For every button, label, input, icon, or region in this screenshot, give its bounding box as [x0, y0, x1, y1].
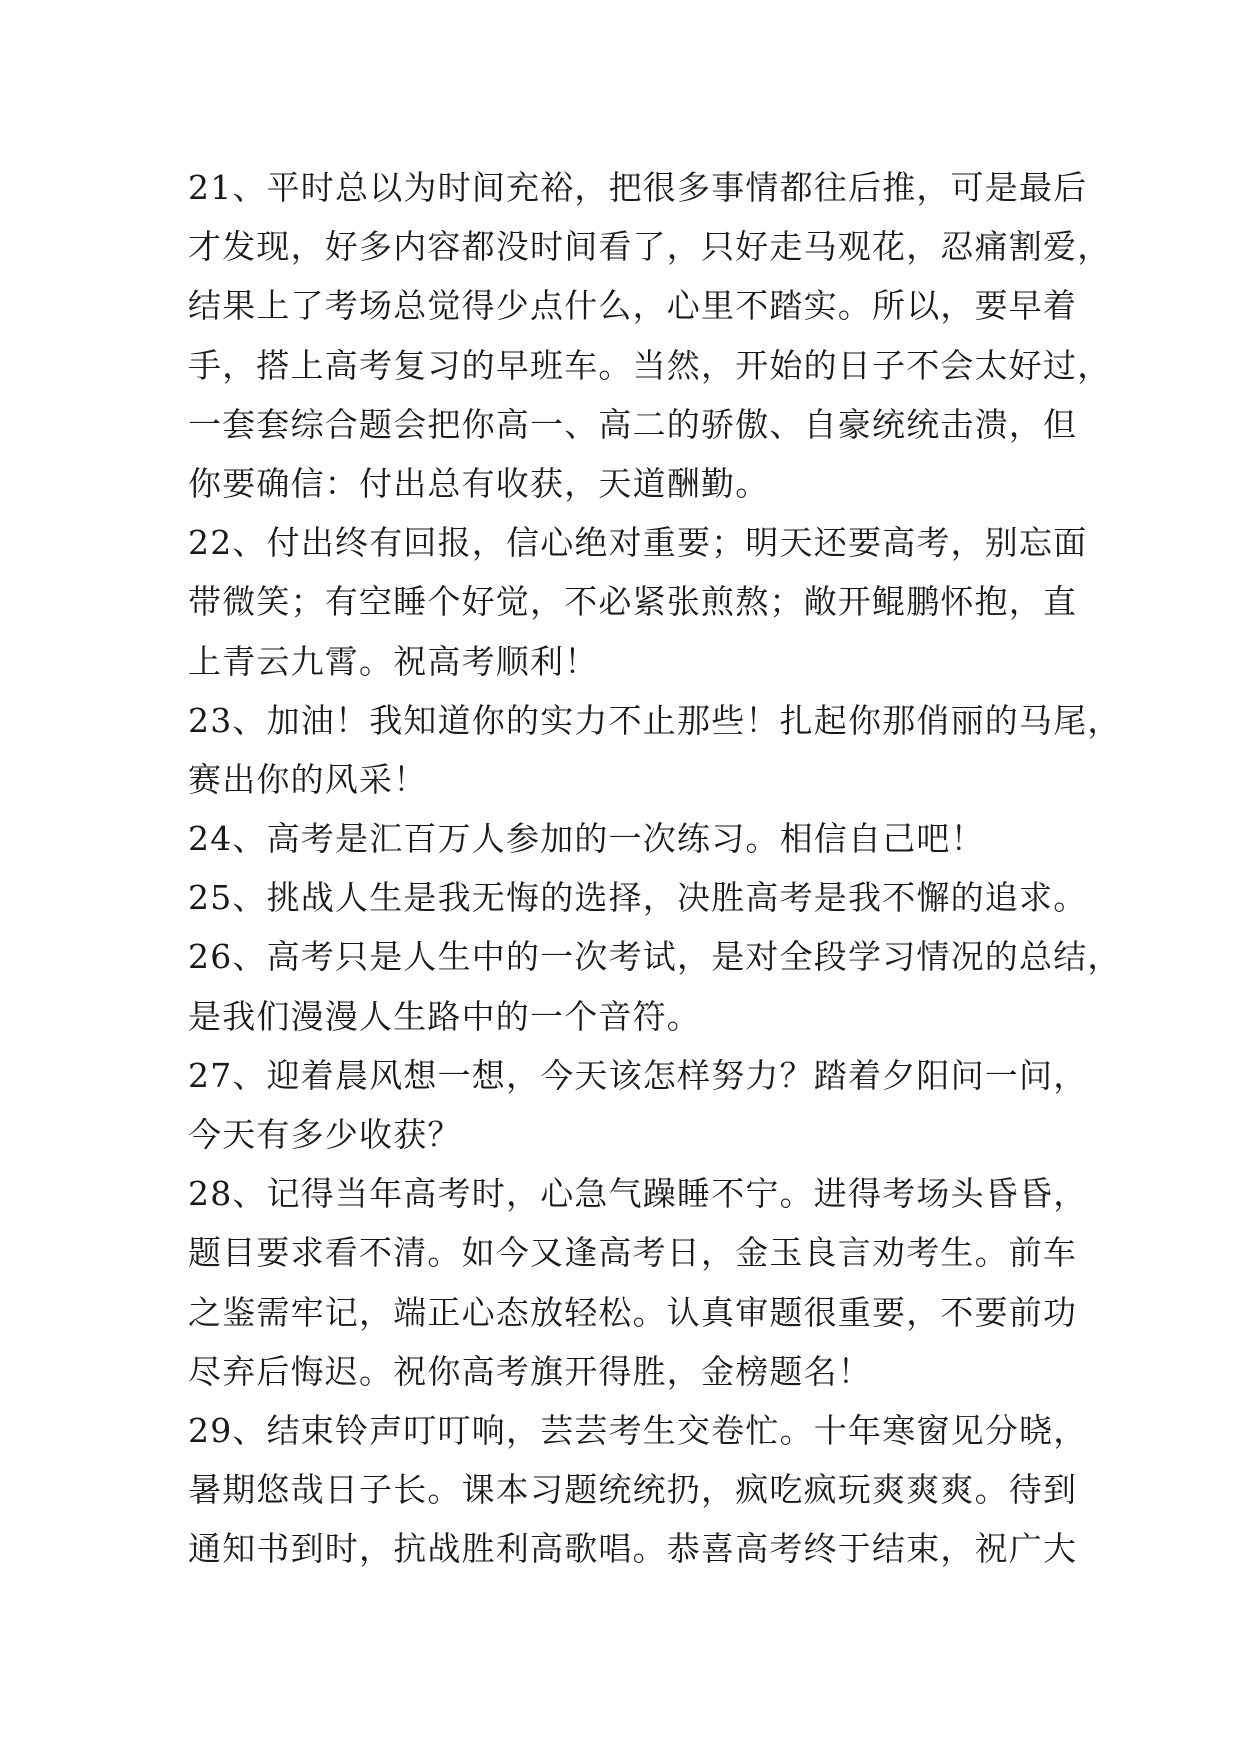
document-body: [188, 158, 1122, 1579]
text-line: 之鉴需牢记，端正心态放轻松。认真审题很重要，不要前功: [188, 1292, 1078, 1332]
text-line: 今天有多少收获？: [188, 1115, 462, 1154]
text-line: 带微笑；有空睡个好觉，不必紧张煎熬；敞开鲲鹏怀抱，直: [188, 582, 1078, 622]
text-line: 22、付出终有回报，信心绝对重要；明天还要高考，别忘面: [188, 523, 1088, 563]
text-line: 26、高考只是人生中的一次考试，是对全段学习情况的总结，: [188, 937, 1122, 977]
text-line: 21、平时总以为时间充裕，把很多事情都往后推，可是最后: [188, 168, 1088, 207]
text-line: 一套套综合题会把你高一、高二的骄傲、自豪统统击溃，但: [188, 404, 1078, 444]
text-line: 上青云九霄。祝高考顺利！: [188, 641, 599, 681]
text-line: 暑期悠哉日子长。课本习题统统扔，疯吃疯玩爽爽爽。待到: [188, 1470, 1078, 1510]
text-line: 尽弃后悔迟。祝你高考旗开得胜，金榜题名！: [188, 1351, 872, 1391]
text-line: 28、记得当年高考时，心急气躁睡不宁。进得考场头昏昏，: [188, 1174, 1088, 1214]
text-line: 23、加油！我知道你的实力不止那些！扎起你那俏丽的马尾，: [188, 700, 1122, 740]
text-line: 通知书到时，抗战胜利高歌唱。恭喜高考终于结束，祝广大: [188, 1529, 1078, 1569]
text-line: 24、高考是汇百万人参加的一次练习。相信自己吧！: [188, 819, 985, 859]
text-line: 25、挑战人生是我无悔的选择，决胜高考是我不懈的追求。: [188, 878, 1088, 918]
text-line: 题目要求看不清。如今又逢高考日，金玉良言劝考生。前车: [188, 1233, 1078, 1273]
text-line: 是我们漫漫人生路中的一个音符。: [188, 996, 701, 1036]
text-line: 27、迎着晨风想一想，今天该怎样努力？踏着夕阳问一问，: [188, 1055, 1088, 1095]
text-line: 手，搭上高考复习的早班车。当然，开始的日子不会太好过，: [188, 345, 1112, 385]
text-line: 结果上了考场总觉得少点什么，心里不踏实。所以，要早着: [188, 286, 1078, 326]
text-line: 赛出你的风采！: [188, 759, 428, 799]
text-line: 才发现，好多内容都没时间看了，只好走马观花，忍痛割爱，: [188, 227, 1112, 267]
text-line: 29、结束铃声叮叮响，芸芸考生交卷忙。十年寒窗见分晓，: [188, 1410, 1088, 1450]
text-line: 你要确信：付出总有收获，天道酬勤。: [188, 463, 770, 503]
